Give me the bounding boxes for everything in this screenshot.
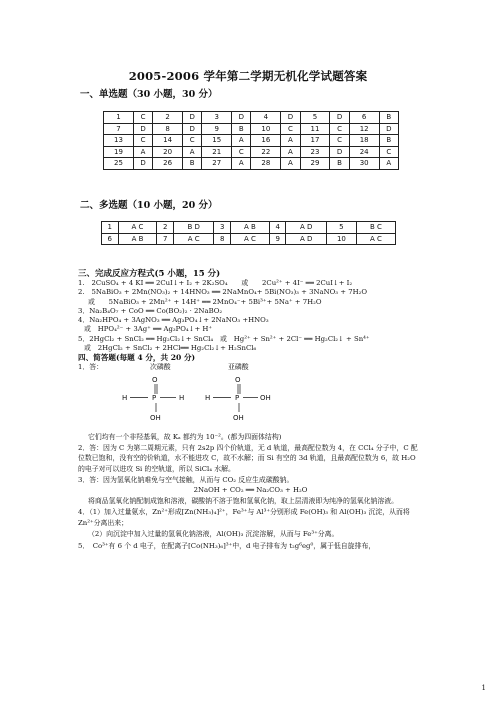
question-number-cell: 13 <box>104 135 134 147</box>
answer-cell: D <box>133 158 152 170</box>
answer-cell: B <box>330 158 349 170</box>
answer-cell: A <box>281 146 300 158</box>
question-number-cell: 30 <box>349 158 379 170</box>
question-number-cell: 8 <box>153 123 183 135</box>
answer-cell: A <box>232 135 251 147</box>
reaction-line: 或 2HgCl₂ + SnCl₂ + 2HCl══ Hg₂Cl₂↓+ H₂SnCl₆ <box>84 344 257 353</box>
question-number-cell: 6 <box>102 233 119 245</box>
reaction-line: 1. 2CuSO₄ + 4 KI ══ 2CuI↓+ I₂ + 2K₂SO₄ 或 2Cu²⁺ + 4I⁻ ══ 2CuI↓+ I₂ <box>78 279 353 287</box>
question-number-cell: 5 <box>326 222 356 234</box>
reaction-line: 或 HPO₄²⁻ + 3Ag⁺ ══ Ag₃PO₄↓+ H⁺ <box>84 325 213 334</box>
answer-cell: A <box>183 146 202 158</box>
struct1-atom-h-right: H <box>179 393 185 402</box>
answer-cell: C <box>183 135 202 147</box>
q4-part1: 4．（1）加入过量氨水，Zn²⁺形成[Zn(NH₃)₄]²⁺，Fe³⁺与 Al³⁺分别形成 Fe(OH)₃ 和 Al(OH)₃ 沉淀，从而将 Zn²⁺分离出来； <box>78 508 410 527</box>
structure-diagram <box>78 363 318 433</box>
question-number-cell: 20 <box>153 146 183 158</box>
question-number-cell: 26 <box>153 158 183 170</box>
answer-cell: B <box>379 112 398 124</box>
question-number-cell: 1 <box>104 112 134 124</box>
question-number-cell: 1 <box>102 222 119 234</box>
question-number-cell: 5 <box>300 112 330 124</box>
question-number-cell: 15 <box>202 135 232 147</box>
answer-cell: A <box>133 146 152 158</box>
question-number-cell: 9 <box>269 233 286 245</box>
hypophosphorous-acid-label: 次磷酸 <box>150 362 171 371</box>
answer-cell: B <box>379 135 398 147</box>
answer-cell: A B <box>118 233 157 245</box>
answer-cell: D <box>379 123 398 135</box>
answer-cell: A D <box>286 233 326 245</box>
question-number-cell: 10 <box>251 123 281 135</box>
struct1-atom-o: O <box>152 375 158 384</box>
reaction-line: 2. 5NaBiO₃ + 2Mn(NO₃)₂ + 14HNO₃ ══ 2NaMnO₄+ 5Bi(NO₃)₃ + 3NaNO₃ + 7H₂O <box>78 288 368 297</box>
page-number: 1 <box>481 684 486 692</box>
phosphorous-acid-label: 亚磷酸 <box>228 362 249 371</box>
reaction-line: 3．Na₂B₄O₇ + CoO ══ Co(BO₂)₂ · 2NaBO₂ <box>78 306 223 315</box>
q3-answer-cont: 将商品氢氧化钠配制成饱和溶液，碳酸钠不溶于饱和氢氧化钠，取上层清液即为纯净的氢氧化钠溶液。 <box>88 496 399 505</box>
struct2-atom-oh-right: OH <box>260 393 271 402</box>
q1-note: 它们均有一个非羟基氧，故 Kₐ 都约为 10⁻²。(都为四面体结构) <box>88 432 282 441</box>
answer-cell: C <box>133 112 152 124</box>
answer-cell: C <box>232 146 251 158</box>
answer-cell: D <box>133 123 152 135</box>
answer-cell: C <box>133 135 152 147</box>
question-number-cell: 22 <box>251 146 281 158</box>
section-multi-choice-heading: 二、多选题（10 小题，20 分） <box>80 200 218 211</box>
answer-cell: A B <box>230 222 269 234</box>
answer-cell: A <box>379 158 398 170</box>
question-number-cell: 18 <box>349 135 379 147</box>
struct2-atom-oh-bottom: OH <box>233 413 244 422</box>
q2-answer: 2．答：因为 C 为第二周期元素，只有 2s2p 四个价轨道，无 d 轨道，最高配位数为 4，在 CCl₄ 分子中，C 配位数已饱和，没有空的价轨道，水不能进攻 C，故不水解；而 Si 有空的 3d 轨道，且最高配位数为 6，故 H₂O 的电子对可以进攻 Si 的空轨道，所以 SiCl₄ 水解。 <box>78 443 418 473</box>
answer-cell: B C <box>356 222 395 234</box>
question-number-cell: 10 <box>326 233 356 245</box>
answer-cell: B <box>183 158 202 170</box>
answer-cell: A C <box>118 222 157 234</box>
answer-cell: D <box>330 112 349 124</box>
question-number-cell: 21 <box>202 146 232 158</box>
question-number-cell: 12 <box>349 123 379 135</box>
reaction-line: 4．Na₂HPO₄ + 3AgNO₃ ══ Ag₃PO₄↓+ 2NaNO₃ +HNO₃ <box>78 316 269 325</box>
answer-cell: A <box>281 135 300 147</box>
question-number-cell: 17 <box>300 135 330 147</box>
answer-row <box>104 158 399 170</box>
question-number-cell: 7 <box>104 123 134 135</box>
question-number-cell: 6 <box>349 112 379 124</box>
struct2-atom-o: O <box>235 375 241 384</box>
question-number-cell: 4 <box>269 222 286 234</box>
answer-cell: D <box>183 112 202 124</box>
struct2-atom-h: H <box>205 393 211 402</box>
answer-row <box>102 233 396 245</box>
answer-cell: C <box>330 123 349 135</box>
struct1-atom-p: P <box>152 393 157 402</box>
answer-cell: D <box>183 123 202 135</box>
answer-cell: D <box>281 112 300 124</box>
question-number-cell: 16 <box>251 135 281 147</box>
question-number-cell: 3 <box>214 222 231 234</box>
answer-cell: A <box>232 158 251 170</box>
q3-equation: 2NaOH + CO₂ ══ Na₂CO₃ + H₂O <box>193 485 308 494</box>
question-number-cell: 19 <box>104 146 134 158</box>
single-choice-answer-table <box>103 111 399 170</box>
answer-body <box>78 279 423 551</box>
struct2-atom-p: P <box>235 393 240 402</box>
answer-row <box>104 135 399 147</box>
section-reactions-heading: 三、完成反应方程式(5 小题，15 分) <box>78 269 221 279</box>
answer-cell: A C <box>230 233 269 245</box>
answer-cell: B D <box>173 222 214 234</box>
answer-cell: D <box>330 146 349 158</box>
q5-answer: 5． Co³⁺有 6 个 d 电子，在配离子[Co(NH₃)₆]³⁺中，d 电子排布为 t₂g⁶eg⁰，属于低自旋排布， <box>78 541 376 550</box>
answer-cell: C <box>330 135 349 147</box>
question-number-cell: 3 <box>202 112 232 124</box>
multi-choice-answer-table <box>101 221 396 245</box>
struct1-atom-h-left: H <box>122 393 128 402</box>
question-number-cell: 28 <box>251 158 281 170</box>
question-number-cell: 27 <box>202 158 232 170</box>
q3-answer: 3．答：因为氢氧化钠难免与空气接触，从而与 CO₂ 反应生成碳酸钠。 <box>78 476 294 485</box>
phosphorus-acid-structures <box>78 363 423 433</box>
answer-cell: C <box>379 146 398 158</box>
answer-row <box>102 222 396 234</box>
answer-cell: A D <box>286 222 326 234</box>
struct1-atom-oh: OH <box>150 413 161 422</box>
question-number-cell: 7 <box>157 233 174 245</box>
section-single-choice-heading: 一、单选题（30 小题，30 分） <box>80 89 218 100</box>
question-number-cell: 9 <box>202 123 232 135</box>
question-number-cell: 25 <box>104 158 134 170</box>
section-short-answer-heading: 四、简答题(每题 4 分，共 20 分) <box>78 353 196 363</box>
q1-prefix: 1．答： <box>78 362 104 371</box>
answer-cell: D <box>232 112 251 124</box>
answer-cell: A C <box>173 233 214 245</box>
answer-cell: A C <box>356 233 395 245</box>
question-number-cell: 11 <box>300 123 330 135</box>
question-number-cell: 4 <box>251 112 281 124</box>
answer-row <box>104 112 399 124</box>
answer-row <box>104 123 399 135</box>
question-number-cell: 2 <box>153 112 183 124</box>
answer-cell: C <box>281 123 300 135</box>
answer-row <box>104 146 399 158</box>
reaction-line: 或 5NaBiO₃ + 2Mn²⁺ + 14H⁺ ══ 2MnO₄⁻+ 5Bi³⁺+ 5Na⁺ + 7H₂O <box>88 297 322 306</box>
question-number-cell: 2 <box>157 222 174 234</box>
answer-cell: B <box>232 123 251 135</box>
page-title: 2005-2006 学年第二学期无机化学试题答案 <box>128 69 368 83</box>
question-number-cell: 29 <box>300 158 330 170</box>
question-number-cell: 8 <box>214 233 231 245</box>
reaction-line: 5．2HgCl₂ + SnCl₂ ══ Hg₂Cl₂↓+ SnCl₄ 或 Hg²⁺ + Sn²⁺ + 2Cl⁻ ══ Hg₂Cl₂↓ + Sn⁴⁺ <box>78 334 370 343</box>
question-number-cell: 24 <box>349 146 379 158</box>
q4-part2: （2）向沉淀中加入过量的氢氧化钠溶液，Al(OH)₃ 沉淀溶解，从而与 Fe³⁺分离。 <box>88 530 339 539</box>
answer-cell: A <box>281 158 300 170</box>
question-number-cell: 14 <box>153 135 183 147</box>
question-number-cell: 23 <box>300 146 330 158</box>
